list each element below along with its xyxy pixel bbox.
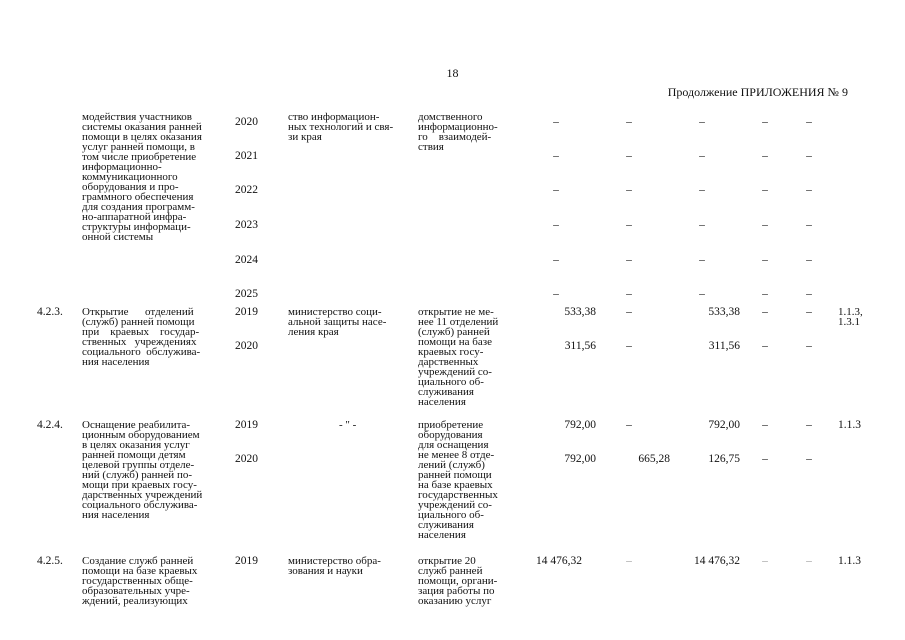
row2-number: 4.2.4. (37, 419, 63, 431)
row2-other: – (806, 453, 812, 465)
row2-result: приобретение оборудования для оснащения не менее 8 отде- лений (служб) ранней помощи на базе краевых государственных учреждений со- циального об- служивания населения (418, 419, 498, 541)
row0-result: домственного информационно- го взаимодей- ствия (418, 111, 498, 153)
row3-local: – (762, 555, 768, 567)
dash-cell: – (626, 116, 632, 128)
row3-total: 14 476,32 (536, 555, 582, 567)
row1-local: – (762, 340, 768, 352)
row2-local: – (762, 453, 768, 465)
dash-cell: – (806, 116, 812, 128)
dash-cell: – (806, 254, 812, 266)
row0-year: 2022 (235, 184, 258, 196)
row2-other: – (806, 419, 812, 431)
row1-regional: 533,38 (708, 306, 740, 318)
row2-total: 792,00 (564, 419, 596, 431)
row3-regional: 14 476,32 (694, 555, 740, 567)
dash-cell: – (626, 254, 632, 266)
row0-year: 2024 (235, 254, 258, 266)
row0-executor: ство информацион- ных технологий и свя- зи края (288, 111, 394, 143)
dash-cell: – (626, 288, 632, 300)
dash-cell: – (553, 150, 559, 162)
dash-cell: – (553, 288, 559, 300)
dash-cell: – (806, 150, 812, 162)
row3-executor: министерство обра- зования и науки (288, 555, 381, 577)
row0-year: 2020 (235, 116, 258, 128)
dash-cell: – (699, 116, 705, 128)
row1-code: 1.1.3, 1.3.1 (838, 306, 863, 328)
dash-cell: – (762, 219, 768, 231)
dash-cell: – (762, 288, 768, 300)
row1-year: 2020 (235, 340, 258, 352)
row1-number: 4.2.3. (37, 306, 63, 318)
row2-total: 792,00 (564, 453, 596, 465)
dash-cell: – (626, 219, 632, 231)
dash-cell: – (762, 254, 768, 266)
row2-regional: 792,00 (708, 419, 740, 431)
dash-cell: – (762, 184, 768, 196)
row3-other: – (806, 555, 812, 567)
dash-cell: – (553, 184, 559, 196)
row3-result: открытие 20 служб ранней помощи, органи- зация работы по оказанию услуг (418, 555, 498, 607)
dash-cell: – (699, 254, 705, 266)
row3-federal: – (626, 555, 632, 567)
dash-cell: – (699, 184, 705, 196)
continuation-caption: Продолжение ПРИЛОЖЕНИЯ № 9 (667, 85, 848, 99)
page-number: 18 (446, 66, 459, 80)
row3-code: 1.1.3 (838, 555, 861, 567)
row1-result: открытие не ме- нее 11 отделений (служб) ранней помощи на базе краевых госу- дарственных учреждений со- циального об- служивания населения (418, 306, 499, 408)
row0-year: 2021 (235, 150, 258, 162)
dash-cell: – (806, 184, 812, 196)
row0-year: 2025 (235, 288, 258, 300)
row0-name: модействия участников системы оказания ранней помощи в целях оказания услуг ранней помощи, в том числе приобретение информационно- коммуникационного оборудования и про- граммного обеспечения для создания программ- но-аппаратной инфра- структуры информаци- онной системы (82, 111, 202, 243)
row1-federal: – (626, 306, 632, 318)
dash-cell: – (626, 184, 632, 196)
dash-cell: – (699, 288, 705, 300)
row0-year: 2023 (235, 219, 258, 231)
dash-cell: – (762, 116, 768, 128)
row1-regional: 311,56 (708, 340, 740, 352)
dash-cell: – (553, 219, 559, 231)
dash-cell: – (806, 288, 812, 300)
dash-cell: – (806, 219, 812, 231)
row1-executor: министерство соци- альной защиты насе- ления края (288, 306, 387, 338)
dash-cell: – (553, 254, 559, 266)
dash-cell: – (699, 219, 705, 231)
row2-name: Оснащение реабилита- ционным оборудованием в целях оказания услуг ранней помощи детям целевой группы отделе- ний (служб) ранней по- мощи при краевых госу- дарственных учреждений социального обслужива- ния населения (82, 419, 203, 521)
row2-regional: 126,75 (708, 453, 740, 465)
row1-federal: – (626, 340, 632, 352)
row2-year: 2019 (235, 419, 258, 431)
row1-local: – (762, 306, 768, 318)
row1-other: – (806, 306, 812, 318)
row2-federal: 665,28 (638, 453, 670, 465)
row1-total: 311,56 (564, 340, 596, 352)
row2-federal: – (626, 419, 632, 431)
row2-executor: - " - (339, 419, 357, 431)
row1-total: 533,38 (564, 306, 596, 318)
dash-cell: – (699, 150, 705, 162)
row2-local: – (762, 419, 768, 431)
row3-name: Создание служб ранней помощи на базе краевых государственных обще- образовательных учре- ждений, реализующих (82, 555, 198, 607)
row2-code: 1.1.3 (838, 419, 861, 431)
row3-year: 2019 (235, 555, 258, 567)
row1-other: – (806, 340, 812, 352)
row3-number: 4.2.5. (37, 555, 63, 567)
dash-cell: – (762, 150, 768, 162)
row1-year: 2019 (235, 306, 258, 318)
row1-name: Открытие отделений (служб) ранней помощи при краевых государ- ственных учреждениях социального обслужива- ния населения (82, 306, 201, 368)
row2-year: 2020 (235, 453, 258, 465)
dash-cell: – (553, 116, 559, 128)
dash-cell: – (626, 150, 632, 162)
